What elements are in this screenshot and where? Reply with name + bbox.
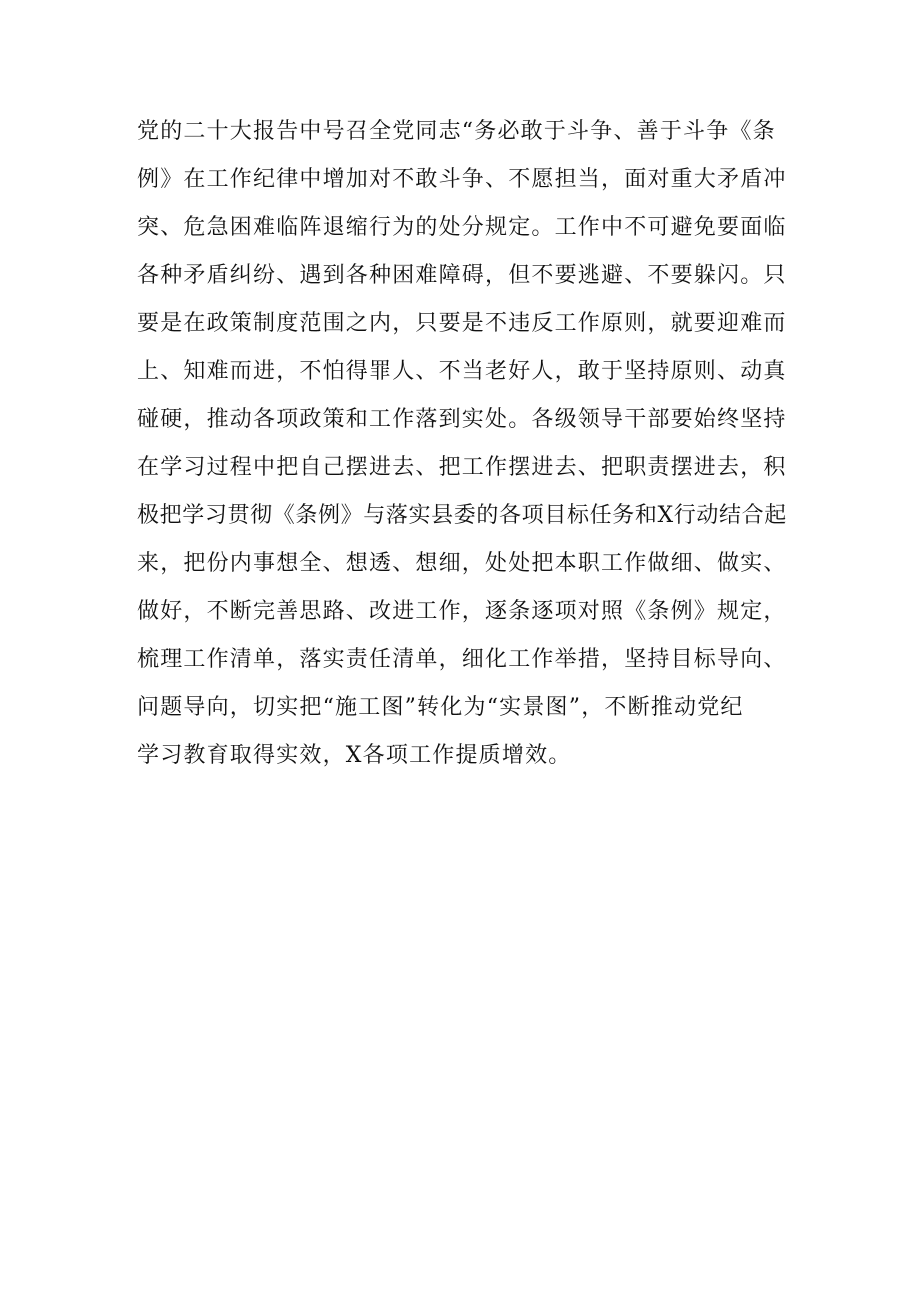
body-paragraph bbox=[137, 108, 787, 780]
paragraph-line-9: 极把学习贯彻《条例》与落实县委的各项目标任务和X行动结合起 bbox=[137, 503, 787, 528]
paragraph-line-4: 各种矛盾纠纷、遇到各种困难障碍，但不要逃避、不要躲闪。只 bbox=[137, 263, 787, 288]
paragraph-line-3: 突、危急困难临阵退缩行为的处分规定。工作中不可避免要面临 bbox=[137, 215, 787, 240]
paragraph-line-7: 碰硬，推动各项政策和工作落到实处。各级领导干部要始终坚持 bbox=[137, 407, 787, 432]
paragraph-line-8: 在学习过程中把自己摆进去、把工作摆进去、把职责摆进去，积 bbox=[137, 455, 787, 480]
paragraph-line-12: 梳理工作清单，落实责任清单，细化工作举措，坚持目标导向、 bbox=[137, 647, 787, 672]
paragraph-line-13: 问题导向，切实把“施工图”转化为“实景图”，不断推动党纪 bbox=[137, 695, 744, 720]
paragraph-line-6: 上、知难而进，不怕得罪人、不当老好人，敢于坚持原则、动真 bbox=[137, 359, 787, 384]
paragraph-line-5: 要是在政策制度范围之内，只要是不违反工作原则，就要迎难而 bbox=[137, 311, 787, 336]
paragraph-line-2: 例》在工作纪律中增加对不敢斗争、不愿担当，面对重大矛盾冲 bbox=[137, 167, 787, 192]
paragraph-line-10: 来，把份内事想全、想透、想细，处处把本职工作做细、做实、 bbox=[137, 551, 787, 576]
paragraph-line-14: 学习教育取得实效，X各项工作提质增效。 bbox=[137, 743, 572, 768]
paragraph-line-1: 党的二十大报告中号召全党同志“务必敢于斗争、善于斗争《条 bbox=[137, 119, 776, 144]
paragraph-line-11: 做好，不断完善思路、改进工作，逐条逐项对照《条例》规定， bbox=[137, 599, 787, 624]
